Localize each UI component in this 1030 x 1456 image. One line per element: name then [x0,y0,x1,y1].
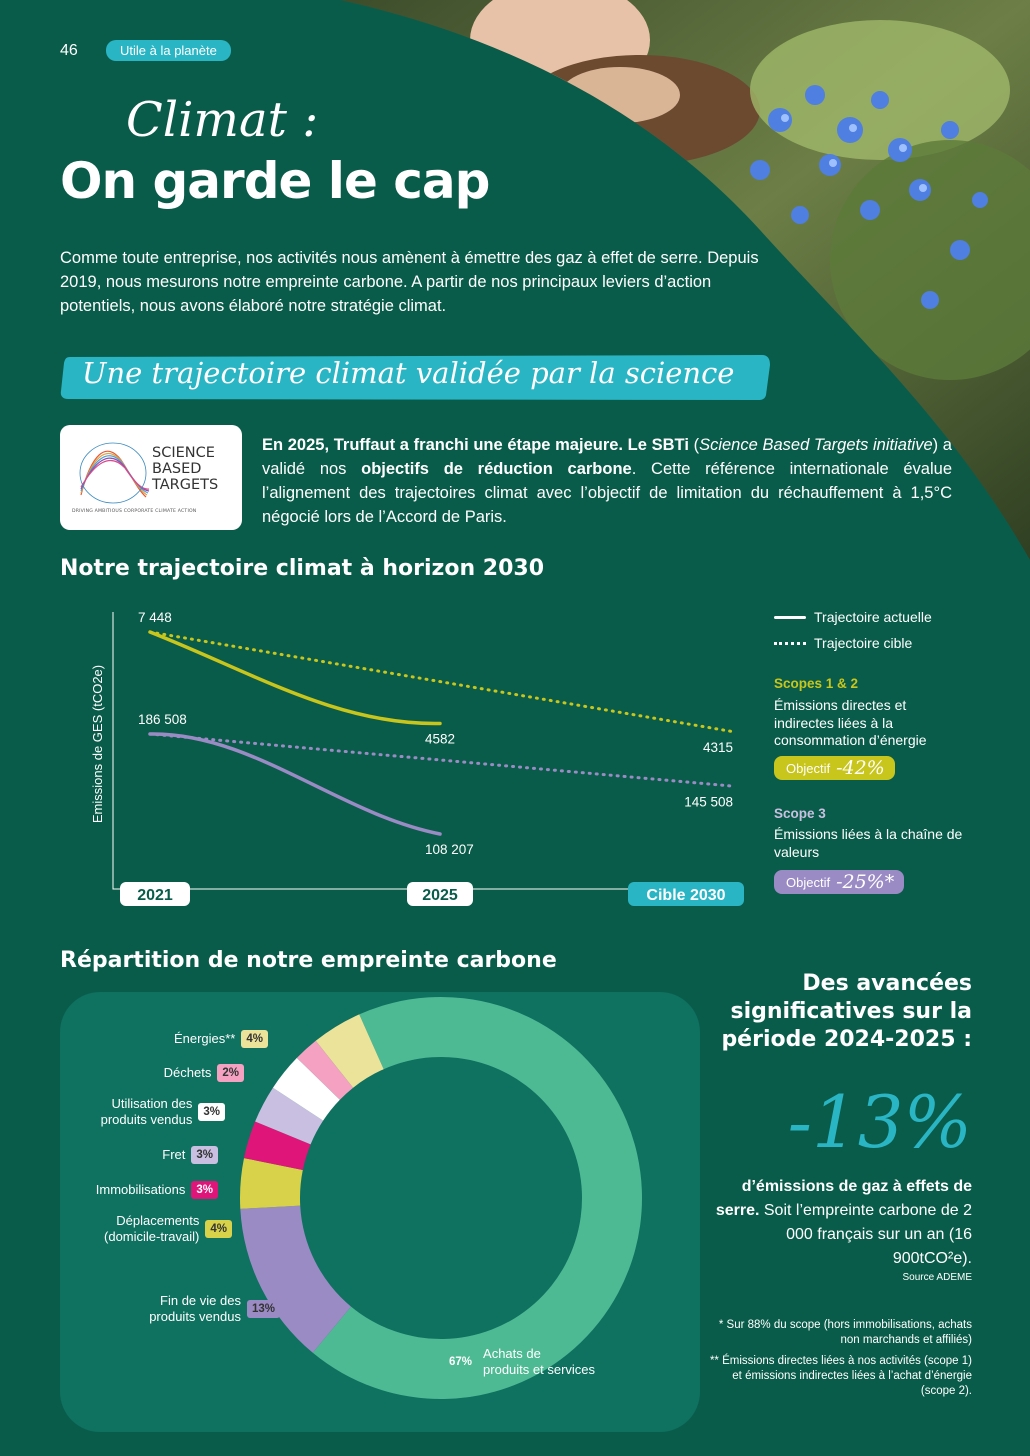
scope12-description: Émissions directes et indirectes liées à la consommation d’énergie [774,697,927,748]
trajectory-chart [60,600,760,920]
scope3-description: Émissions liées à la chaîne de valeurs [774,826,963,860]
sbti-logo [60,425,242,530]
progress-heading: Des avancées significatives sur la période 2024-2025 : [721,971,972,1052]
label-energies: Énergies** 4% [174,1030,268,1048]
scope12-target-line [150,632,735,732]
legend-line-dotted [774,642,806,645]
label-utilisation: Utilisation des produits vendus 3% [101,1096,225,1128]
progress-paragraph: d’émissions de gaz à effets de serre. Soit l’empreinte carbone de 2 000 français sur un an (16 900tCO²e). [715,1178,972,1267]
legend-actual: Trajectoire actuelle [774,609,932,625]
progress-source: Source ADEME [902,1272,972,1283]
scope3-label-2021: 186 508 [138,712,187,727]
legend-line-solid [774,616,806,619]
sbti-logo-text: SCIENCE BASED TARGETS [152,445,219,493]
scope12-label-2030: 4315 [702,740,733,755]
legend-target: Trajectoire cible [774,635,912,651]
scope3-title: Scope 3 [774,806,826,821]
footprint-heading: Répartition de notre empreinte carbone [60,948,557,973]
footnote-1: * Sur 88% du scope (hors immobilisations, achats non marchands et affiliés) [718,1319,972,1346]
footnote-2: ** Émissions directes liées à nos activités (scope 1) et émissions indirectes liées à l’achat d’énergie (scope 2). [709,1355,972,1397]
x-tick-label-1: 2025 [422,887,458,904]
scope3-actual-line [150,734,440,834]
banner-heading: Une trajectoire climat validée par la science [82,356,735,390]
sbti-paragraph: En 2025, Truffaut a franchi une étape majeure. Le SBTi (Science Based Targets initiative) a validé nos objectifs de réduction carbone. Cette référence internationale évalue l’alignement des trajectoires climat avec l’objectif de limitation du réchauffement à 1,5°C négocié lors de l’Accord de Paris. [262,436,952,526]
x-tick-label-2: Cible 2030 [646,887,726,904]
scope3-label-2030: 145 508 [684,794,733,810]
footprint-donut-chart [60,992,700,1432]
label-fin-de-vie: Fin de vie des produits vendus 13% [149,1293,280,1325]
scope12-title: Scopes 1 & 2 [774,676,859,691]
page-title-line2: On garde le cap [60,152,490,210]
sbti-logo-tagline: DRIVING AMBITIOUS CORPORATE CLIMATE ACTION [72,509,197,514]
scope12-objectif-badge: Objectif -42% [774,756,895,780]
scope12-actual-line [150,632,440,724]
scope12-label-2025: 4582 [425,731,456,747]
page-title-line1: Climat : [126,92,319,148]
label-immobilisations: Immobilisations 3% [96,1181,218,1199]
page-number: 46 [60,42,78,59]
trajectory-heading: Notre trajectoire climat à horizon 2030 [60,556,544,581]
sbti-logo-graphic [76,435,150,505]
scope12-label-2021: 7 448 [138,610,172,625]
section-tag: Utile à la planète [106,40,231,61]
scope3-label-2025: 108 207 [425,842,474,857]
intro-paragraph: Comme toute entreprise, nos activités nous amènent à émettre des gaz à effet de serre. Depuis 2019, nous mesurons notre empreinte carbone. A partir de nos principaux leviers d’action potentiels, nous avons élaboré notre stratégie climat. [60,249,759,315]
label-achats: 67% Achats de produits et services [444,1346,595,1378]
scope3-objectif-badge: Objectif -25%* [774,870,904,894]
label-deplacements: Déplacements (domicile-travail) 4% [104,1213,232,1245]
progress-big-value: -13% [787,1080,972,1164]
label-fret: Fret 3% [162,1146,218,1164]
x-tick-label-0: 2021 [137,887,173,904]
y-axis-label: Emissions de GES (tCO2e) [90,664,105,824]
label-dechets: Déchets 2% [164,1064,244,1082]
